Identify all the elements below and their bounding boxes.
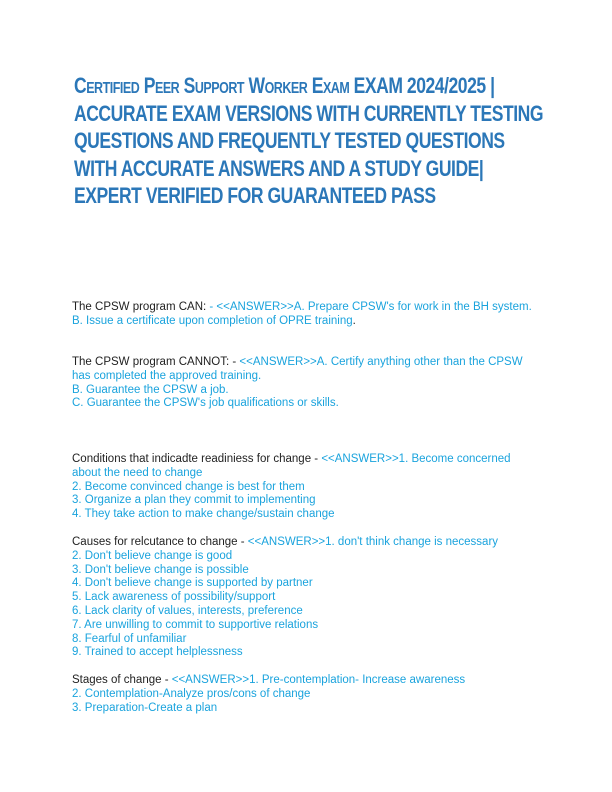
question-text: Stages of change - [72,674,172,686]
answer-line: C. Guarantee the CPSW's job qualifications or skills. [72,397,339,410]
answer-text: <<ANSWER>>1. Pre-contemplation- Increase awareness [171,674,466,686]
title-course-name: Certified Peer Support Worker Exam [74,73,350,98]
answer-line: 8. Fearful of unfamiliar [72,632,187,645]
qa-item [72,536,542,660]
answer-line: 3. Don't believe change is possible [72,563,249,576]
document-title [74,72,544,210]
answer-line: 5. Lack awareness of possibility/support [72,591,276,604]
answer-text: - <<ANSWER>>A. Prepare CPSW's for work in the BH system. [209,301,532,313]
answer-line: 3. Organize a plan they commit to implementing [72,494,316,507]
answer-text: <<ANSWER>>1. Become concerned about the need to change [72,453,511,479]
answer-line: 9. Trained to accept helplessness [72,646,243,659]
qa-item [72,301,542,329]
answer-line: 2. Become convinced change is best for them [72,480,305,493]
answer-text: <<ANSWER>>A. Certify anything other than the CPSW has completed the approved training. [72,356,523,382]
question-text: The CPSW program CAN: [72,301,210,313]
answer-line: 4. Don't believe change is supported by partner [72,577,313,590]
answer-line: 2. Don't believe change is good [72,549,233,562]
answer-line: 3. Preparation-Create a plan [72,701,218,714]
answer-line: 2. Contemplation-Analyze pros/cons of change [72,687,311,700]
qa-item [72,453,542,522]
qa-item [72,674,542,715]
answer-line: 6. Lack clarity of values, interests, preference [72,604,303,617]
question-text: The CPSW program CANNOT: - [72,356,240,368]
title-description: EXAM 2024/2025 | ACCURATE EXAM VERSIONS WITH CURRENTLY TESTING QUESTIONS AND FREQUENTLY TESTED QUESTIONS WITH ACCURATE ANSWERS AND A STUDY GUIDE| EXPERT VERIFIED FOR GUARANTEED PASS [74,73,544,209]
answer-line: 7. Are unwilling to commit to supportive relations [72,618,319,631]
answer-text: <<ANSWER>>1. don't think change is necessary [247,536,499,548]
answer-line: 4. They take action to make change/sustain change [72,508,335,521]
question-text: Conditions that indicadte readiniess for change - [72,453,322,465]
qa-item [72,356,542,411]
question-text: Causes for relcutance to change - [72,536,248,548]
answer-line: B. Guarantee the CPSW a job. [72,383,229,396]
answer-trailing: . [352,314,356,327]
answer-line: B. Issue a certificate upon completion of OPRE training. [72,314,356,327]
